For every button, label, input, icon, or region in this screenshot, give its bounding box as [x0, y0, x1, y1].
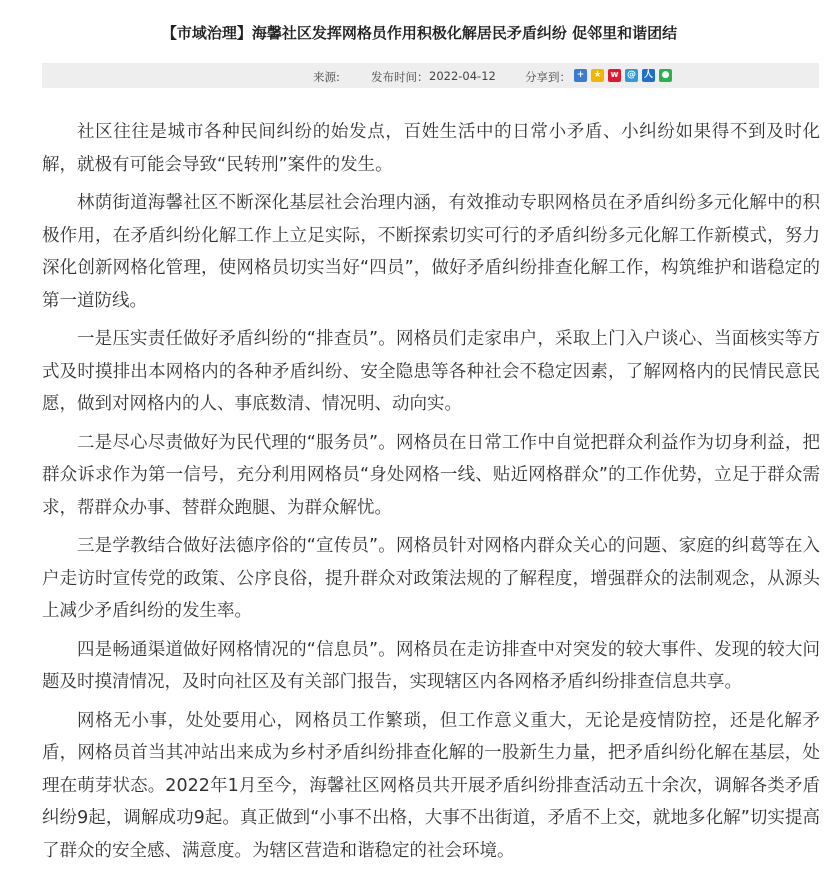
article-title: 【市域治理】海馨社区发挥网格员作用积极化解居民矛盾纠纷 促邻里和谐团结 — [161, 24, 678, 42]
source-label: 来源: — [313, 70, 340, 84]
article-paragraph: 三是学教结合做好法德序俗的“宣传员”。网格员针对网格内群众关心的问题、家庭的纠葛等在入户走访时宣传党的政策、公序良俗，提升群众对政策法规的了解程度，增强群众的法制观念，从源头上减少矛盾纠纷的发生率。 — [42, 536, 820, 621]
article-paragraph: 社区往往是城市各种民间纠纷的始发点，百姓生活中的日常小矛盾、小纠纷如果得不到及时化解，就极有可能会导致“民转刑”案件的发生。 — [42, 122, 820, 175]
article-body — [42, 116, 820, 873]
article-paragraph: 网格无小事，处处要用心，网格员工作繁琐，但工作意义重大，无论是疫情防控，还是化解矛盾，网格员首当其冲站出来成为乡村矛盾纠纷排查化解的一股新生力量，把矛盾纠纷化解在基层，处理在萌芽状态。2022年1月至今，海馨社区网格员共开展矛盾纠纷排查活动五十余次，调解各类矛盾纠纷9起，调解成功9起。真正做到“小事不出格，大事不出街道，矛盾不上交，就地多化解”切实提高了群众的安全感、满意度。为辖区营造和谐稳定的社会环境。 — [42, 710, 820, 861]
publish-date-value: 2022-04-12 — [429, 69, 496, 83]
article-paragraph: 一是压实责任做好矛盾纠纷的“排查员”。网格员们走家串户，采取上门入户谈心、当面核实等方式及时摸排出本网格内的各种矛盾纠纷、安全隐患等各种社会不稳定因素，了解网格内的民情民意民愿，做到对网格内的人、事底数清、情况明、动向实。 — [42, 329, 820, 414]
wechat-icon[interactable]: ● — [659, 69, 672, 82]
qzone-plus-icon[interactable]: + — [574, 69, 587, 82]
publish-date-label: 发布时间： — [371, 70, 429, 84]
article-paragraph: 四是畅通渠道做好网格情况的“信息员”。网格员在走访排查中对突发的较大事件、发现的较大问题及时摸清情况，及时向社区及有关部门报告，实现辖区内各网格矛盾纠纷排查信息共享。 — [42, 639, 820, 692]
article-paragraph: 林荫街道海馨社区不断深化基层社会治理内涵，有效推动专职网格员在矛盾纠纷多元化解中的积极作用，在矛盾纠纷化解工作上立足实际，不断探索切实可行的矛盾纠纷多元化解工作新模式，努力深化创新网格化管理，使网格员切实当好“四员”，做好矛盾纠纷排查化解工作，构筑维护和谐稳定的第一道防线。 — [42, 193, 820, 311]
article-meta-bar — [42, 63, 819, 88]
star-icon[interactable]: ★ — [591, 69, 604, 82]
article-paragraph: 二是尽心尽责做好为民代理的“服务员”。网格员在日常工作中自觉把群众利益作为切身利益，把群众诉求作为第一信号，充分利用网格员“身处网格一线、贴近网格群众”的工作优势，立足于群众需求，帮群众办事、替群众跑腿、为群众解忧。 — [42, 432, 820, 518]
renren-icon[interactable]: 人 — [643, 70, 653, 80]
share-label: 分享到： — [525, 70, 571, 84]
weibo-icon[interactable]: w — [608, 69, 621, 82]
share-icons — [574, 69, 672, 82]
tencent-weibo-icon[interactable]: @ — [627, 70, 636, 80]
